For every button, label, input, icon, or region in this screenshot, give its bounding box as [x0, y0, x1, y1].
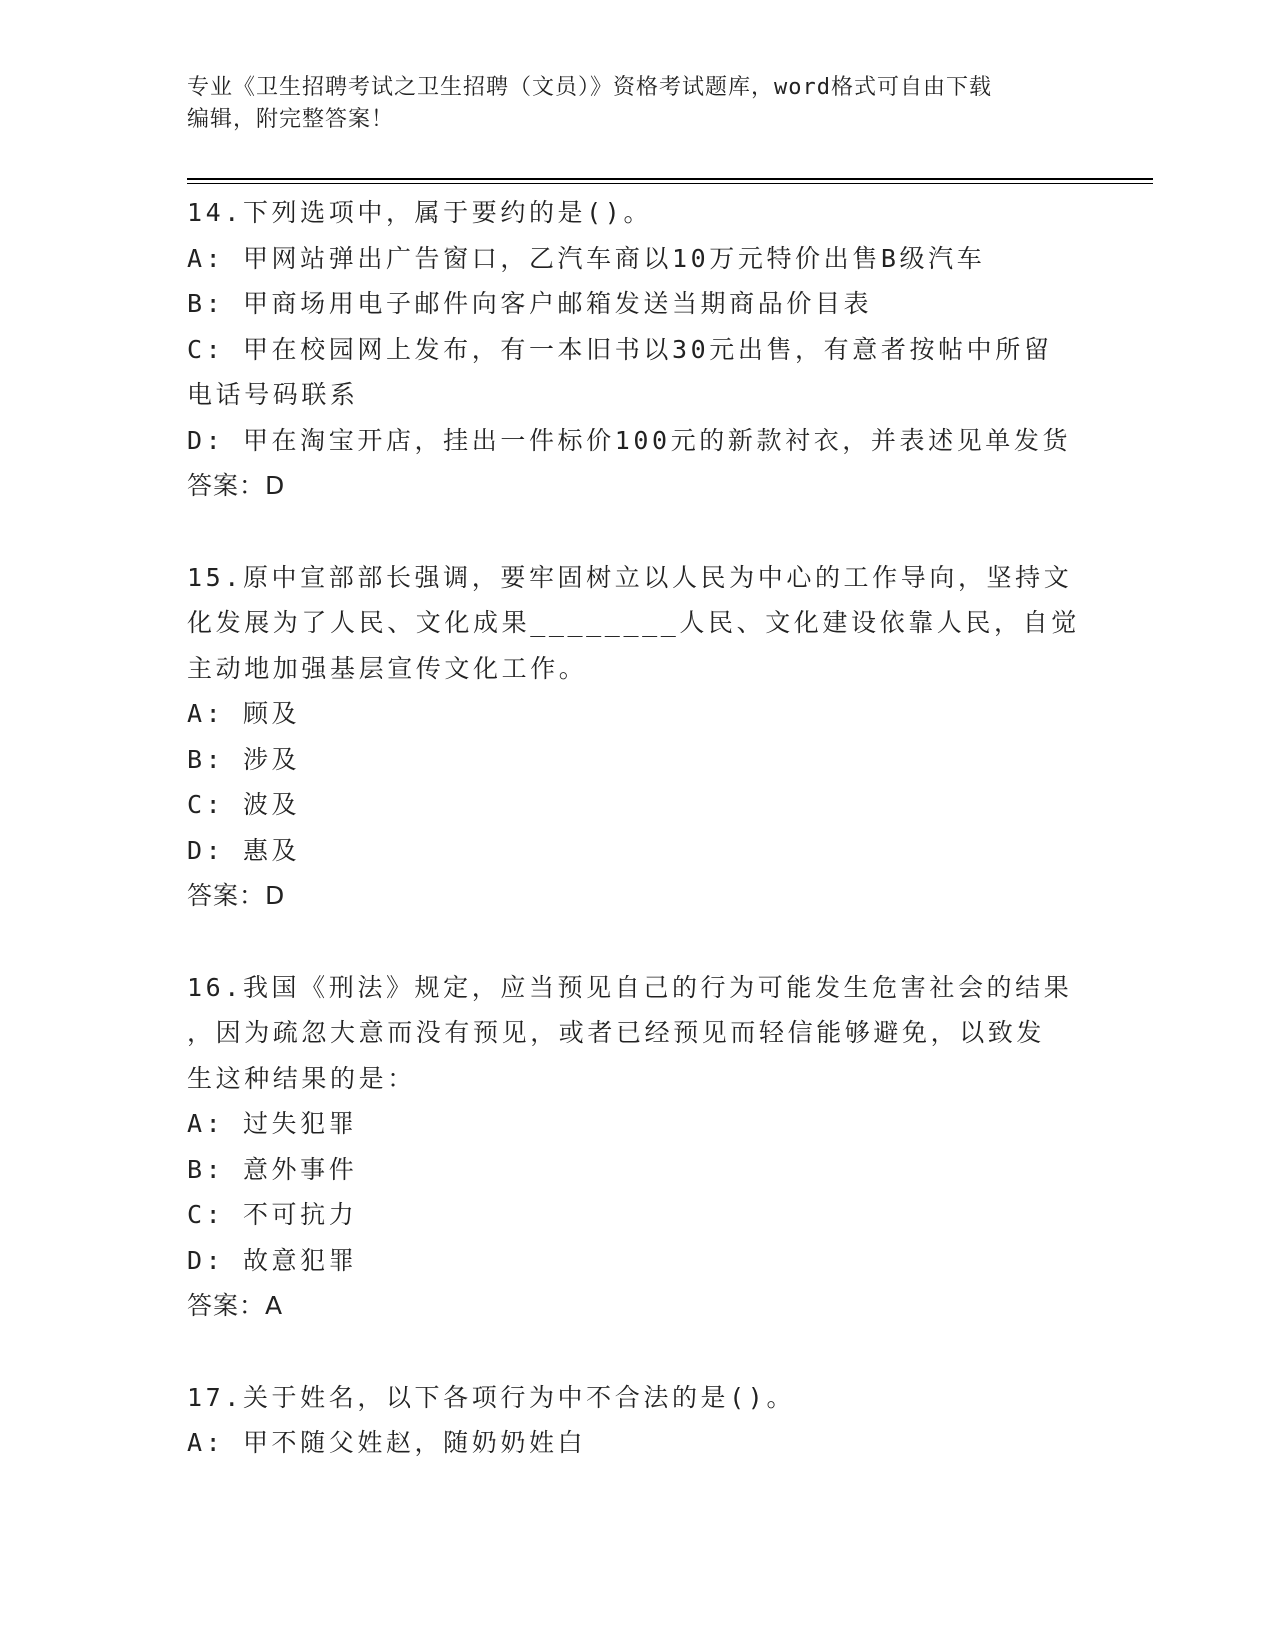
- answer-line: 答案：D: [187, 881, 286, 910]
- header-line-2: 编辑，附完整答案！: [187, 107, 395, 132]
- header-line-1: 专业《卫生招聘考试之卫生招聘（文员）》资格考试题库，word格式可自由下载: [187, 75, 992, 100]
- option-a: A: 甲网站弹出广告窗口，乙汽车商以10万元特价出售B级汽车: [187, 243, 986, 273]
- question-stem-continued: 主动地加强基层宣传文化工作。: [187, 653, 588, 683]
- option-a: A: 顾及: [187, 699, 301, 728]
- question-17: [187, 1375, 1087, 1466]
- option-c-continued: 电话号码联系: [187, 380, 359, 409]
- question-stem: 16.我国《刑法》规定，应当预见自己的行为可能发生危害社会的结果: [187, 972, 1073, 1002]
- option-b: B: 意外事件: [187, 1154, 358, 1184]
- question-stem: 17.关于姓名，以下各项行为中不合法的是()。: [187, 1382, 796, 1412]
- header-divider-thin: [187, 183, 1153, 184]
- answer-line: 答案：A: [187, 1291, 284, 1320]
- option-b: B: 涉及: [187, 744, 301, 774]
- question-15: [187, 555, 1087, 919]
- option-d: D: 故意犯罪: [187, 1245, 358, 1275]
- option-c: C: 甲在校园网上发布，有一本旧书以30元出售，有意者按帖中所留: [187, 334, 1053, 364]
- question-stem: 15.原中宣部部长强调，要牢固树立以人民为中心的工作导向，坚持文: [187, 562, 1073, 592]
- option-b: B: 甲商场用电子邮件向客户邮箱发送当期商品价目表: [187, 289, 873, 318]
- header-divider-thick: [187, 178, 1153, 180]
- question-list: [187, 190, 1087, 1466]
- option-a: A: 甲不随父姓赵，随奶奶姓白: [187, 1428, 587, 1457]
- option-c: C: 不可抗力: [187, 1200, 358, 1229]
- question-stem: 14.下列选项中，属于要约的是()。: [187, 198, 653, 227]
- question-14: [187, 190, 1087, 509]
- document-header: [187, 72, 1067, 136]
- option-d: D: 惠及: [187, 835, 301, 865]
- question-spacer: [187, 919, 1087, 965]
- option-c: C: 波及: [187, 790, 301, 819]
- question-stem-continued: ，因为疏忽大意而没有预见，或者已经预见而轻信能够避免，以致发: [187, 1018, 1046, 1047]
- option-d: D: 甲在淘宝开店，挂出一件标价100元的新款衬衣，并表述见单发货: [187, 425, 1072, 455]
- question-spacer: [187, 509, 1087, 555]
- question-stem-continued: 生这种结果的是：: [187, 1063, 416, 1093]
- question-stem-continued: 化发展为了人民、文化成果________人民、文化建设依靠人民，自觉: [187, 608, 1080, 637]
- answer-line: 答案：D: [187, 471, 286, 500]
- question-16: [187, 965, 1087, 1329]
- option-a: A: 过失犯罪: [187, 1109, 358, 1138]
- question-spacer: [187, 1329, 1087, 1375]
